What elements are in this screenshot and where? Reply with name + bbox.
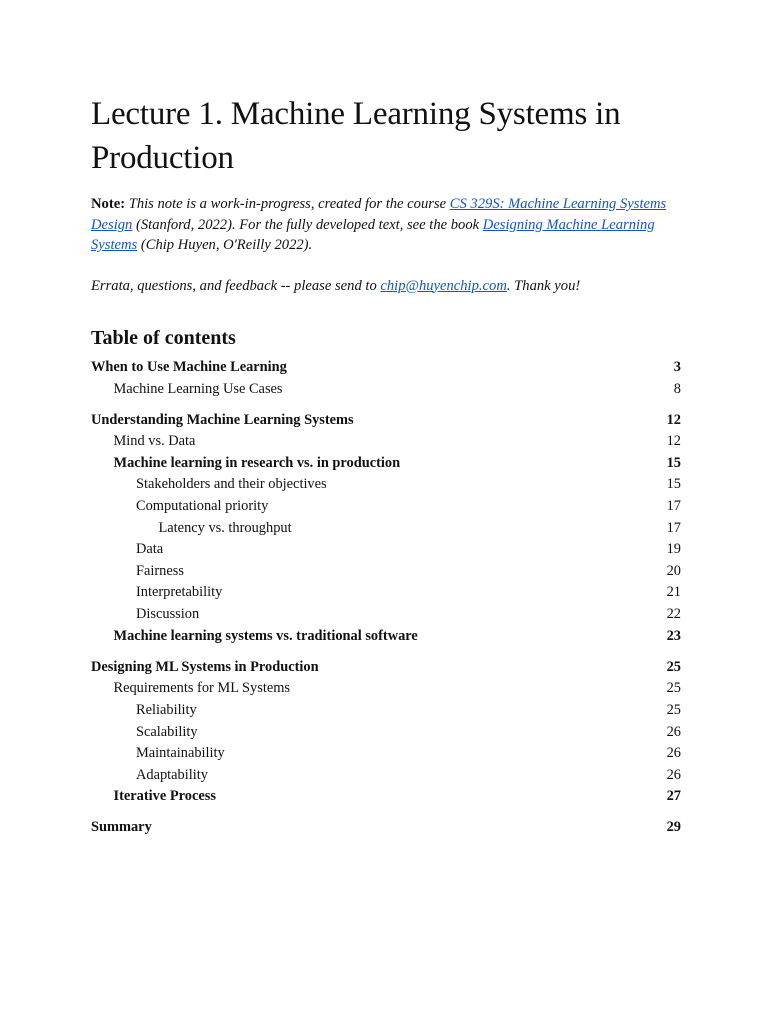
email-link[interactable]: chip@huyenchip.com — [380, 277, 507, 294]
toc-entry-label: Machine learning systems vs. traditional software — [113, 627, 418, 644]
toc-entry-page: 17 — [666, 519, 681, 536]
toc-entry-label: Iterative Process — [113, 788, 216, 805]
toc-entry-page: 12 — [666, 433, 681, 450]
toc-entry-adaptability[interactable] — [91, 765, 681, 787]
toc-entry-maintainability[interactable] — [91, 743, 681, 765]
note-text-1: This note is a work-in-progress, created for the course — [128, 196, 450, 212]
toc-entry-page: 23 — [666, 627, 681, 644]
toc-entry-discussion[interactable] — [91, 604, 681, 626]
toc-entry-page: 3 — [673, 359, 681, 375]
toc-entry-label: Adaptability — [136, 766, 208, 783]
toc-entry-page: 20 — [666, 562, 681, 579]
toc-entry-research-vs-production[interactable] — [91, 453, 681, 475]
toc-entry-label: Maintainability — [136, 745, 225, 762]
course-note — [91, 194, 681, 256]
course-link[interactable]: CS 329S: Machine Learning Systems Design — [91, 196, 667, 233]
toc-entry-understanding-ml-systems[interactable] — [91, 410, 681, 432]
toc-entry-page: 25 — [666, 658, 681, 675]
toc-entry-label: Machine Learning Use Cases — [113, 380, 283, 397]
toc-entry-label: When to Use Machine Learning — [91, 359, 287, 375]
toc-entry-label: Stakeholders and their objectives — [136, 476, 327, 493]
toc-entry-page: 26 — [666, 723, 681, 740]
toc-entry-ml-vs-traditional-software[interactable] — [91, 626, 681, 648]
toc-entry-page: 27 — [666, 788, 681, 805]
toc-entry-page: 26 — [666, 745, 681, 762]
toc-entry-mind-vs-data[interactable] — [91, 431, 681, 453]
toc-entry-label: Data — [136, 541, 164, 558]
toc-entry-label: Fairness — [136, 562, 184, 579]
toc-entry-label: Discussion — [136, 606, 200, 623]
toc-entry-interpretability[interactable] — [91, 582, 681, 604]
toc-entry-requirements[interactable] — [91, 678, 681, 700]
toc-entry-page: 29 — [666, 819, 681, 836]
toc-entry-label: Summary — [91, 819, 152, 836]
toc-heading: Table of contents — [91, 327, 236, 349]
note-colon: : — [120, 196, 129, 212]
toc-entry-summary[interactable] — [91, 817, 681, 839]
toc-entry-page: 15 — [666, 476, 681, 493]
toc-entry-computational-priority[interactable] — [91, 496, 681, 518]
page-title: Lecture 1. Machine Learning Systems in Production — [91, 96, 621, 176]
toc-entry-label: Computational priority — [136, 498, 269, 515]
toc-entry-page: 26 — [666, 766, 681, 783]
note-label: Note — [91, 196, 121, 212]
toc-entry-page: 25 — [666, 680, 681, 697]
errata-text-2: . Thank you! — [506, 277, 581, 294]
note-text-3: (Chip Huyen, O'Reilly 2022). — [137, 237, 313, 253]
errata-note — [91, 276, 681, 297]
toc-entry-when-to-use-ml[interactable] — [91, 357, 681, 379]
book-link[interactable]: Designing Machine Learning Systems — [91, 216, 655, 253]
toc-entry-label: Understanding Machine Learning Systems — [91, 411, 354, 428]
toc-entry-label: Interpretability — [136, 584, 223, 601]
toc-entry-label: Designing ML Systems in Production — [91, 658, 319, 675]
document-page — [91, 92, 681, 839]
toc-entry-designing-ml-systems[interactable] — [91, 657, 681, 679]
toc-entry-data[interactable] — [91, 539, 681, 561]
toc-entry-label: Requirements for ML Systems — [113, 680, 291, 697]
toc-entry-fairness[interactable] — [91, 561, 681, 583]
toc-entry-page: 22 — [666, 606, 681, 623]
toc-entry-page: 15 — [666, 454, 681, 471]
errata-text-1: Errata, questions, and feedback -- please send to — [91, 277, 381, 294]
toc-entry-page: 8 — [673, 380, 681, 397]
table-of-contents — [91, 357, 681, 839]
toc-entry-reliability[interactable] — [91, 700, 681, 722]
toc-entry-page: 25 — [666, 701, 681, 718]
toc-entry-page: 12 — [666, 411, 681, 428]
toc-entry-ml-use-cases[interactable] — [91, 379, 681, 401]
toc-entry-page: 21 — [666, 584, 681, 601]
toc-entry-iterative-process[interactable] — [91, 786, 681, 808]
toc-entry-label: Machine learning in research vs. in production — [113, 454, 401, 471]
toc-entry-latency-vs-throughput[interactable] — [91, 518, 681, 540]
toc-entry-stakeholders[interactable] — [91, 474, 681, 496]
toc-entry-page: 17 — [666, 498, 681, 515]
toc-entry-page: 19 — [666, 541, 681, 558]
toc-entry-label: Mind vs. Data — [113, 433, 196, 450]
toc-entry-label: Latency vs. throughput — [158, 519, 292, 536]
toc-entry-scalability[interactable] — [91, 722, 681, 744]
toc-entry-label: Scalability — [136, 723, 198, 740]
toc-entry-label: Reliability — [136, 701, 197, 718]
note-text-2: (Stanford, 2022). For the fully developed text, see the book — [132, 216, 483, 233]
